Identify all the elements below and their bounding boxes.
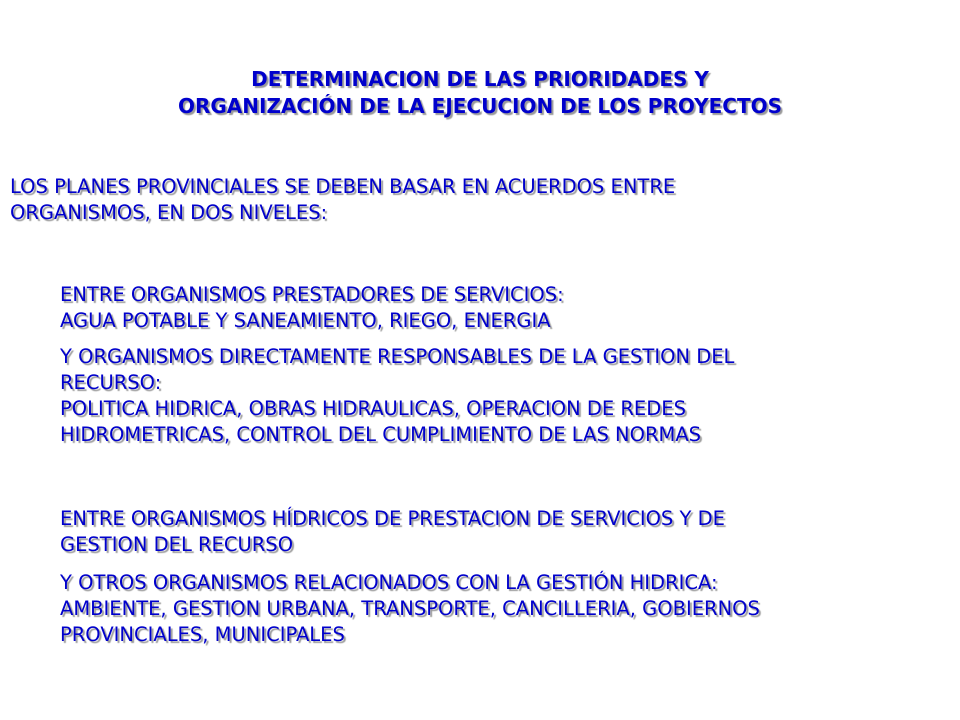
level1-part2-line-3: POLITICA HIDRICA, OBRAS HIDRAULICAS, OPERACION DE REDES bbox=[60, 397, 686, 420]
level1-resource-managers bbox=[60, 344, 955, 448]
title-line-1: DETERMINACION DE LAS PRIORIDADES Y bbox=[251, 67, 709, 91]
level1-service-providers bbox=[60, 282, 955, 334]
level2-related-organisms bbox=[60, 570, 955, 648]
level2-part1-line-1: ENTRE ORGANISMOS HÍDRICOS DE PRESTACION DE SERVICIOS Y DE bbox=[60, 507, 725, 530]
slide-title bbox=[0, 66, 960, 120]
level1-part2-line-2: RECURSO: bbox=[60, 371, 162, 394]
title-line-2: ORGANIZACIÓN DE LA EJECUCION DE LOS PROYECTOS bbox=[177, 94, 783, 118]
intro-line-1: LOS PLANES PROVINCIALES SE DEBEN BASAR EN ACUERDOS ENTRE bbox=[10, 175, 676, 198]
level1-part1-line-2: AGUA POTABLE Y SANEAMIENTO, RIEGO, ENERGIA bbox=[60, 309, 551, 332]
level1-part1-line-1: ENTRE ORGANISMOS PRESTADORES DE SERVICIOS: bbox=[60, 283, 564, 306]
intro-paragraph bbox=[10, 174, 950, 226]
level2-part2-line-1: Y OTROS ORGANISMOS RELACIONADOS CON LA GESTIÓN HIDRICA: bbox=[60, 571, 718, 594]
level2-part1-line-2: GESTION DEL RECURSO bbox=[60, 533, 294, 556]
level2-water-organisms bbox=[60, 506, 955, 558]
level2-part2-line-3: PROVINCIALES, MUNICIPALES bbox=[60, 623, 345, 646]
level2-part2-line-2: AMBIENTE, GESTION URBANA, TRANSPORTE, CANCILLERIA, GOBIERNOS bbox=[60, 597, 760, 620]
level1-part2-line-1: Y ORGANISMOS DIRECTAMENTE RESPONSABLES DE LA GESTION DEL bbox=[60, 345, 735, 368]
level1-part2-line-4: HIDROMETRICAS, CONTROL DEL CUMPLIMIENTO DE LAS NORMAS bbox=[60, 423, 702, 446]
intro-line-2: ORGANISMOS, EN DOS NIVELES: bbox=[10, 201, 328, 224]
